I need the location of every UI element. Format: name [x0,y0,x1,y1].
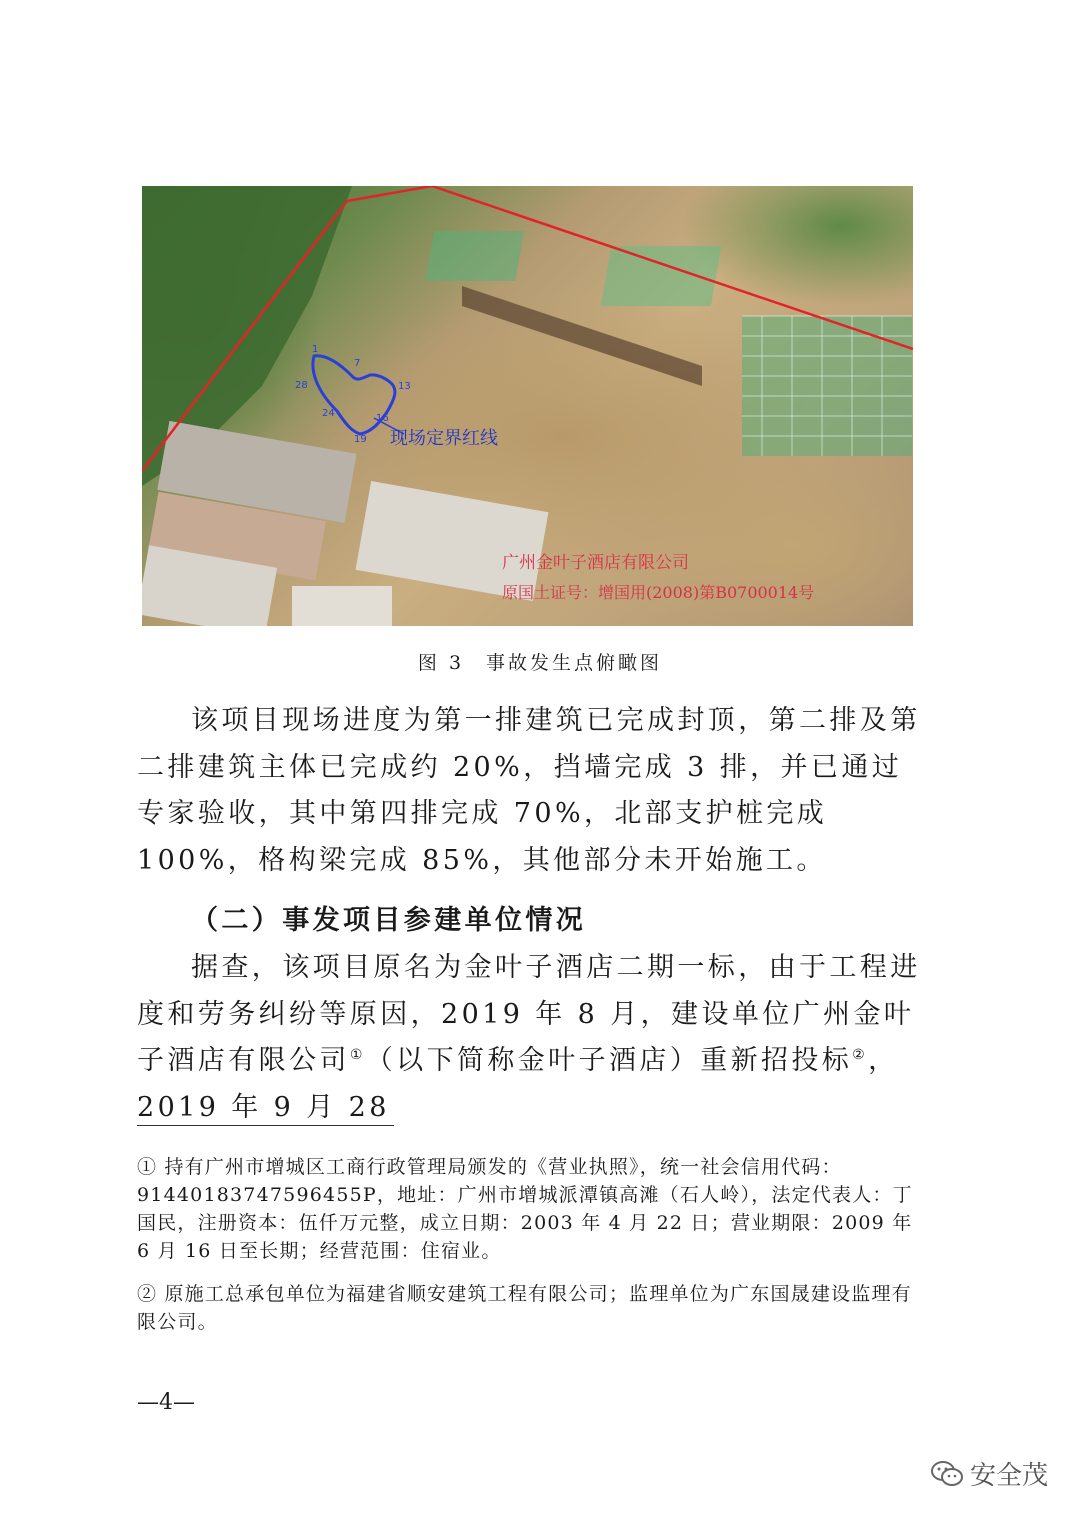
aerial-overlay [142,186,913,626]
point-label: 13 [398,381,411,392]
wechat-icon [930,1460,964,1488]
footnote-1: ① 持有广州市增城区工商行政管理局颁发的《营业执照》，统一社会信用代码：91440183747596455P，地址：广州市增城派潭镇高滩（石人岭），法定代表人：丁国民，注册资本：伍仟万元整，成立日期：2003 年 4 月 22 日；营业期限：2009 年 6 月 16 日至长期；经营范围：住宿业。 [137,1156,913,1262]
point-label: 1 [312,344,319,355]
paragraph-units [137,945,927,1131]
footnote-2: ② 原施工总承包单位为福建省顺安建筑工程有限公司；监理单位为广东国晟建设监理有限公司。 [137,1283,912,1333]
boundary-label: 现场定界红线 [390,428,498,449]
section-heading: （二）事发项目参建单位情况 [191,905,587,936]
watermark-text: 安全茂 [970,1461,1049,1491]
footnote-divider [137,1125,394,1126]
buildings [142,421,548,626]
footnote-ref: ① [349,1047,366,1063]
point-label: 19 [354,434,367,445]
point-label: 28 [295,380,308,391]
point-label: 16 [376,413,389,424]
point-label: 24 [322,408,335,419]
green-terraces [425,231,912,456]
watermark [930,1455,1048,1492]
page-number: —4— [137,1390,195,1415]
company-label: 广州金叶子酒店有限公司 [502,553,689,573]
land-cert-label: 原国土证号：增国用(2008)第B0700014号 [502,583,815,602]
point-label: 7 [354,358,361,369]
paragraph-text: 据查，该项目原名为金叶子酒店二期一标，由于工程进度和劳务纠纷等原因，2019 年 8 月，建设单位广州金叶子酒店有限公司 [137,952,921,1076]
paragraph-progress: 该项目现场进度为第一排建筑已完成封顶，第二排及第二排建筑主体已完成约 20%，挡墙完成 3 排，并已通过专家验收，其中第四排完成 70%，北部支护桩完成 100%，格构梁完成 85%，其他部分未开始施工。 [137,705,921,876]
footnote-ref: ② [852,1047,869,1063]
paragraph-text: ，2019 年 9 月 28 [137,1045,899,1123]
figure-caption: 图 3 事故发生点俯瞰图 [417,652,663,674]
aerial-site-photo [142,186,913,626]
paragraph-text: （以下简称金叶子酒店）重新招投标 [365,1045,853,1076]
